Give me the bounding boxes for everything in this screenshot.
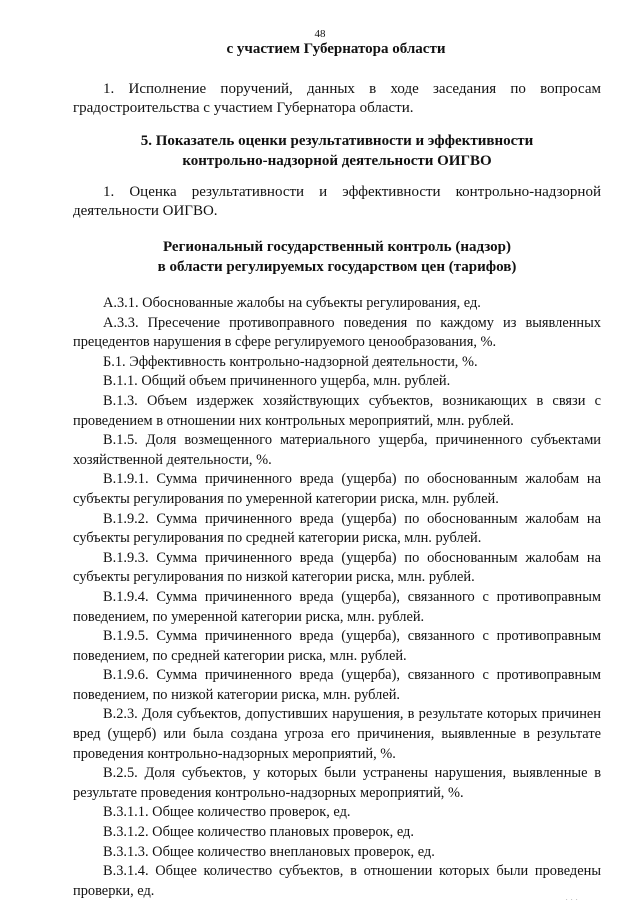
- indicator-list: [73, 294, 601, 901]
- indicator-item: В.3.1.1. Общее количество проверок, ед.: [103, 804, 351, 821]
- indicator-item: В.1.3. Объем издержек хозяйствующих субъектов, возникающих в связи с проведением в отношении них контрольных мероприятий, млн. рублей.: [73, 392, 601, 429]
- indicator-item: В.1.9.6. Сумма причиненного вреда (ущерба), связанного с противоправным поведением, по низкой категории риска, млн. рублей.: [73, 667, 601, 703]
- indicator-item: В.1.9.5. Сумма причиненного вреда (ущерба), связанного с противоправным поведением, по средней категории риска, млн. рублей.: [73, 628, 601, 664]
- continuation-heading: с участием Губернатора области: [226, 41, 446, 57]
- indicator-item: А.3.1. Обоснованные жалобы на субъекты регулирования, ед.: [103, 295, 481, 311]
- indicator-item: В.3.1.2. Общее количество плановых проверок, ед.: [103, 824, 414, 841]
- section-5-heading: [73, 131, 601, 171]
- page-number: 48: [314, 28, 326, 40]
- indicator-item: В.2.3. Доля субъектов, допустивших нарушения, в результате которых причинен вред (ущерб) или была создана угроза его причинения, выявленные в результате проведения контрольно-надзорных мероприятий, %.: [73, 706, 601, 762]
- section-5-heading-line1: 5. Показатель оценки результативности и эффективности: [140, 133, 534, 149]
- paragraph-instructions: 1. Исполнение поручений, данных в ходе заседания по вопросам градостроительства с участием Губернатора области.: [73, 81, 601, 116]
- indicator-item: В.1.1. Общий объем причиненного ущерба, млн. рублей.: [103, 373, 451, 390]
- indicator-item: В.3.1.3. Общее количество внеплановых проверок, ед.: [103, 843, 435, 860]
- indicator-item: А.3.3. Пресечение противоправного поведения по каждому из выявленных прецедентов нарушения в сфере регулируемого ценообразования, %.: [73, 314, 601, 351]
- subsection-heading-line1: Региональный государственный контроль (надзор): [162, 239, 512, 255]
- subsection-heading-line2: в области регулируемых государством цен (тарифов): [157, 259, 517, 275]
- indicator-item: Б.1. Эффективность контрольно-надзорной деятельности, %.: [103, 353, 478, 370]
- indicator-item: В.1.5. Доля возмещенного материального ущерба, причиненного субъектами хозяйственной деятельности, %.: [73, 432, 601, 468]
- indicator-item: В.3.1.4. Общее количество субъектов, в отношении которых были проведены проверки, ед.: [73, 863, 601, 899]
- indicator-item: В.1.9.1. Сумма причиненного вреда (ущерба) по обоснованным жалобам на субъекты регулирования по умеренной категории риска, млн. рублей.: [73, 471, 601, 507]
- indicator-item: В.1.9.4. Сумма причиненного вреда (ущерба), связанного с противоправным поведением, по умеренной категории риска, млн. рублей.: [73, 588, 601, 625]
- subsection-heading: [73, 237, 601, 277]
- corner-mark: . . .: [566, 896, 579, 902]
- paragraph-evaluation: 1. Оценка результативности и эффективности контрольно-надзорной деятельности ОИГВО.: [73, 184, 601, 219]
- indicator-item: В.2.5. Доля субъектов, у которых были устранены нарушения, выявленные в результате проведения контрольно-надзорных мероприятий, %.: [73, 765, 601, 801]
- section-5-heading-line2: контрольно-надзорной деятельности ОИГВО: [182, 153, 492, 169]
- indicator-item: В.1.9.2. Сумма причиненного вреда (ущерба) по обоснованным жалобам на субъекты регулирования по средней категории риска, млн. рублей.: [73, 510, 601, 547]
- indicator-item: В.1.9.3. Сумма причиненного вреда (ущерба) по обоснованным жалобам на субъекты регулирования по низкой категории риска, млн. рублей.: [73, 549, 601, 586]
